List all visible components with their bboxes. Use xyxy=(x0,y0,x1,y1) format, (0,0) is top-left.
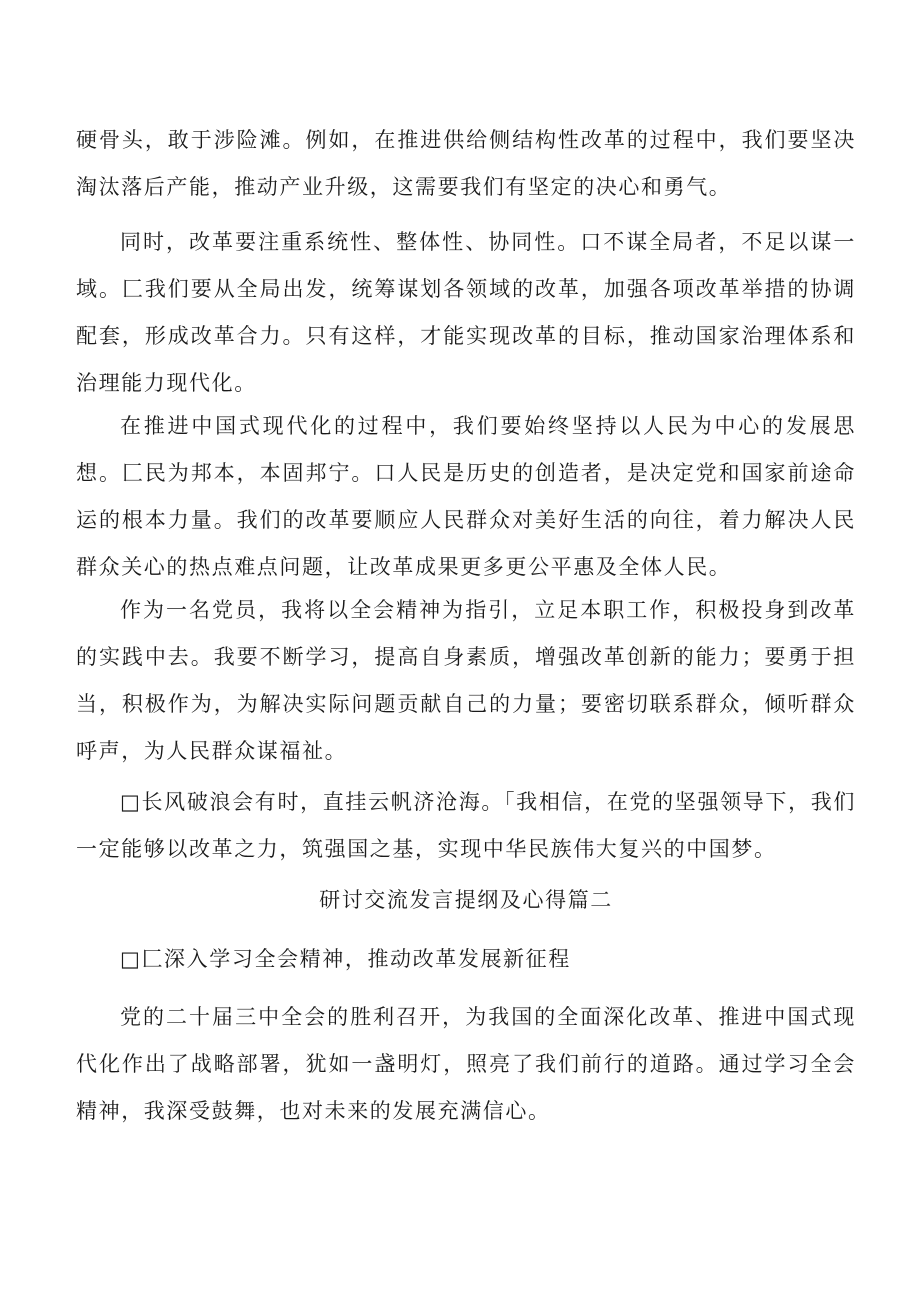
section-title: 研讨交流发言提纲及心得篇二 xyxy=(319,888,613,912)
paragraph-party-member: 作为一名党员，我将以全会精神为指引，立足本职工作，积极投身到改革的实践中去。我要不断学习，提高自身素质，增强改革创新的能力；要勇于担当，积极作为，为解决实际问题贡献自己的力量；要密切联系群众，倾听群众呼声，为人民群众谋福祉。 xyxy=(76,598,856,763)
section-subheading: □匚深入学习全会精神，推动改革发展新征程 xyxy=(120,947,571,971)
paragraph-systematic-reform: 同时，改革要注重系统性、整体性、协同性。口不谋全局者，不足以谋一域。匚我们要从全局出发，统筹谋划各领域的改革，加强各项改革举措的协调配套，形成改革合力。只有这样，才能实现改革的目标，推动国家治理体系和治理能力现代化。 xyxy=(76,230,856,395)
paragraph-plenary-session: 党的二十届三中全会的胜利召开，为我国的全面深化改革、推进中国式现代化作出了战略部署，犹如一盏明灯，照亮了我们前行的道路。通过学习全会精神，我深受鼓舞，也对未来的发展充满信心。 xyxy=(76,1005,856,1123)
paragraph-conclusion: □长风破浪会有时，直挂云帆济沧海。「我相信，在党的坚强领导下，我们一定能够以改革之力，筑强国之基，实现中华民族伟大复兴的中国梦。 xyxy=(76,790,856,861)
paragraph-people-centered: 在推进中国式现代化的过程中，我们要始终坚持以人民为中心的发展思想。匚民为邦本，本固邦宁。口人民是历史的创造者，是决定党和国家前途命运的根本力量。我们的改革要顺应人民群众对美好生活的向往，着力解决人民群众关心的热点难点问题，让改革成果更多更公平惠及全体人民。 xyxy=(76,414,856,579)
paragraph-continuation: 硬骨头，敢于涉险滩。例如，在推进供给侧结构性改革的过程中，我们要坚决淘汰落后产能，推动产业升级，这需要我们有坚定的决心和勇气。 xyxy=(76,128,856,199)
